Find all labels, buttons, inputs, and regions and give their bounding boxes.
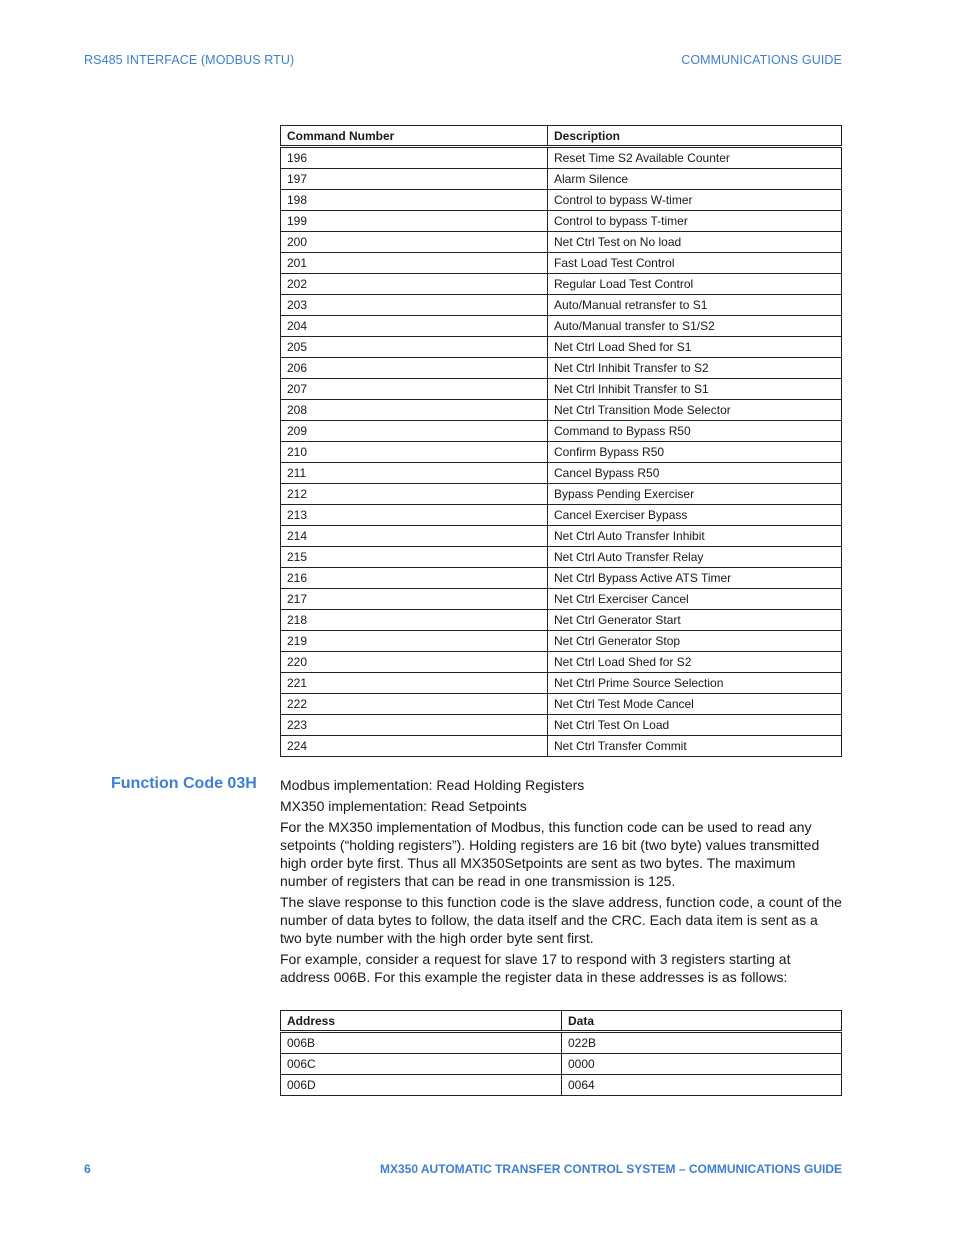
command-number-cell: 223: [281, 715, 548, 736]
table-row: [281, 253, 842, 274]
data-cell: 0064: [562, 1075, 842, 1096]
table-header-row: [281, 1011, 842, 1032]
description-cell: Auto/Manual transfer to S1/S2: [548, 316, 842, 337]
paragraph-mx350-implementation: MX350 implementation: Read Setpoints: [280, 798, 527, 814]
description-cell: Net Ctrl Inhibit Transfer to S2: [548, 358, 842, 379]
table-row: [281, 274, 842, 295]
command-number-cell: 216: [281, 568, 548, 589]
column-header-data: Data: [562, 1011, 842, 1032]
table-row: [281, 1075, 842, 1096]
running-header-section: RS485 INTERFACE (MODBUS RTU): [84, 53, 295, 67]
description-cell: Net Ctrl Auto Transfer Inhibit: [548, 526, 842, 547]
command-number-cell: 199: [281, 211, 548, 232]
description-cell: Cancel Exerciser Bypass: [548, 505, 842, 526]
command-number-cell: 221: [281, 673, 548, 694]
description-cell: Net Ctrl Test On Load: [548, 715, 842, 736]
command-number-cell: 217: [281, 589, 548, 610]
command-number-cell: 203: [281, 295, 548, 316]
description-cell: Confirm Bypass R50: [548, 442, 842, 463]
command-number-cell: 208: [281, 400, 548, 421]
description-cell: Net Ctrl Generator Start: [548, 610, 842, 631]
table-row: [281, 379, 842, 400]
description-cell: Net Ctrl Exerciser Cancel: [548, 589, 842, 610]
description-cell: Net Ctrl Load Shed for S1: [548, 337, 842, 358]
table-row: [281, 568, 842, 589]
paragraph-slave-response: The slave response to this function code is the slave address, function code, a count of the number of data bytes to follow, the data itself and the CRC. Each data item is sent as a two byte number with the high order byte sent first.: [280, 894, 842, 946]
table-row: [281, 211, 842, 232]
table-row: [281, 421, 842, 442]
table-row: [281, 589, 842, 610]
data-cell: 022B: [562, 1032, 842, 1054]
description-cell: Net Ctrl Load Shed for S2: [548, 652, 842, 673]
table-row: [281, 316, 842, 337]
column-header-command-number: Command Number: [281, 126, 548, 147]
description-cell: Control to bypass W-timer: [548, 190, 842, 211]
description-cell: Net Ctrl Bypass Active ATS Timer: [548, 568, 842, 589]
table-row: [281, 169, 842, 190]
command-table: [280, 125, 842, 757]
table-row: [281, 190, 842, 211]
command-number-cell: 201: [281, 253, 548, 274]
table-row: [281, 1032, 842, 1054]
command-number-cell: 206: [281, 358, 548, 379]
table-row: [281, 147, 842, 169]
description-cell: Net Ctrl Inhibit Transfer to S1: [548, 379, 842, 400]
paragraph-modbus-implementation: Modbus implementation: Read Holding Registers: [280, 777, 585, 793]
description-cell: Net Ctrl Test on No load: [548, 232, 842, 253]
table-row: [281, 232, 842, 253]
table-row: [281, 295, 842, 316]
description-cell: Net Ctrl Auto Transfer Relay: [548, 547, 842, 568]
table-row: [281, 631, 842, 652]
table-row: [281, 673, 842, 694]
description-cell: Auto/Manual retransfer to S1: [548, 295, 842, 316]
column-header-address: Address: [281, 1011, 562, 1032]
description-cell: Net Ctrl Test Mode Cancel: [548, 694, 842, 715]
command-number-cell: 219: [281, 631, 548, 652]
description-cell: Reset Time S2 Available Counter: [548, 147, 842, 169]
command-number-cell: 222: [281, 694, 548, 715]
table-row: [281, 694, 842, 715]
description-cell: Net Ctrl Prime Source Selection: [548, 673, 842, 694]
command-number-cell: 212: [281, 484, 548, 505]
table-row: [281, 736, 842, 757]
paragraph-example: For example, consider a request for slave 17 to respond with 3 registers starting at address 006B. For this example the register data in these addresses is as follows:: [280, 951, 791, 985]
address-cell: 006D: [281, 1075, 562, 1096]
address-cell: 006B: [281, 1032, 562, 1054]
table-row: [281, 337, 842, 358]
table-row: [281, 463, 842, 484]
footer-title: MX350 AUTOMATIC TRANSFER CONTROL SYSTEM – COMMUNICATIONS GUIDE: [379, 1162, 842, 1176]
command-number-cell: 198: [281, 190, 548, 211]
command-number-cell: 210: [281, 442, 548, 463]
command-number-cell: 220: [281, 652, 548, 673]
description-cell: Control to bypass T-timer: [548, 211, 842, 232]
command-number-cell: 204: [281, 316, 548, 337]
table-row: [281, 547, 842, 568]
section-title: Function Code 03H: [111, 775, 257, 792]
description-cell: Cancel Bypass R50: [548, 463, 842, 484]
command-number-cell: 205: [281, 337, 548, 358]
table-row: [281, 715, 842, 736]
table-row: [281, 442, 842, 463]
command-number-cell: 197: [281, 169, 548, 190]
description-cell: Net Ctrl Transfer Commit: [548, 736, 842, 757]
address-table-body: [281, 1032, 842, 1096]
command-number-cell: 196: [281, 147, 548, 169]
description-cell: Command to Bypass R50: [548, 421, 842, 442]
description-cell: Net Ctrl Generator Stop: [548, 631, 842, 652]
description-cell: Regular Load Test Control: [548, 274, 842, 295]
table-row: [281, 610, 842, 631]
command-number-cell: 215: [281, 547, 548, 568]
address-cell: 006C: [281, 1054, 562, 1075]
column-header-description: Description: [548, 126, 842, 147]
page-number: 6: [84, 1162, 91, 1176]
table-row: [281, 358, 842, 379]
data-cell: 0000: [562, 1054, 842, 1075]
paragraph-holding-registers: For the MX350 implementation of Modbus, this function code can be used to read any setpoints (“holding registers”). Holding registers are 16 bit (two byte) values transmitted high order byte first. Thus all MX350Setpoints are sent as two bytes. The maximum number of registers that can be read in one transmission is 125.: [280, 819, 820, 889]
command-number-cell: 200: [281, 232, 548, 253]
command-number-cell: 209: [281, 421, 548, 442]
command-number-cell: 224: [281, 736, 548, 757]
description-cell: Alarm Silence: [548, 169, 842, 190]
address-table: [280, 1010, 842, 1096]
running-header-guide: COMMUNICATIONS GUIDE: [681, 53, 842, 67]
command-number-cell: 202: [281, 274, 548, 295]
table-row: [281, 652, 842, 673]
description-cell: Net Ctrl Transition Mode Selector: [548, 400, 842, 421]
command-number-cell: 207: [281, 379, 548, 400]
command-table-body: [281, 147, 842, 757]
table-row: [281, 484, 842, 505]
command-number-cell: 218: [281, 610, 548, 631]
command-number-cell: 211: [281, 463, 548, 484]
table-row: [281, 526, 842, 547]
table-row: [281, 505, 842, 526]
description-cell: Fast Load Test Control: [548, 253, 842, 274]
description-cell: Bypass Pending Exerciser: [548, 484, 842, 505]
table-row: [281, 400, 842, 421]
command-number-cell: 213: [281, 505, 548, 526]
section-body: [280, 776, 842, 989]
table-row: [281, 1054, 842, 1075]
command-number-cell: 214: [281, 526, 548, 547]
table-header-row: [281, 126, 842, 147]
